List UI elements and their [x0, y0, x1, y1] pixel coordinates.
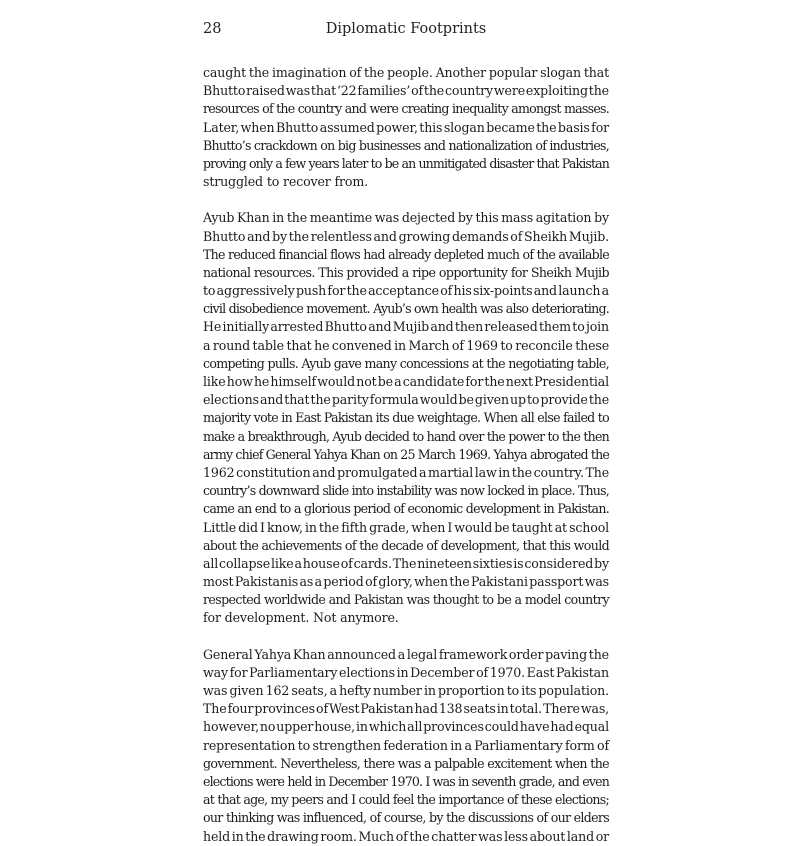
- text-line: national resources. This provided a ripe opportunity for Sheikh Mujib: [203, 264, 609, 280]
- page-number: 28: [203, 21, 222, 37]
- text-line: way for Parliamentary elections in December of 1970. East Pakistan: [203, 664, 609, 680]
- body-text: [203, 64, 609, 846]
- text-line: elections were held in December 1970. I was in seventh grade, and even: [203, 773, 609, 789]
- text-line: The four provinces of West Pakistan had 138 seats in total. There was,: [203, 701, 609, 717]
- text-line: a round table that he convened in March of 1969 to reconcile these: [203, 337, 609, 353]
- text-line: respected worldwide and Pakistan was thought to be a model country: [203, 592, 609, 608]
- text-line: Bhutto’s crackdown on big businesses and nationalization of industries,: [203, 137, 609, 153]
- text-line: all collapse like a house of cards. The nineteen sixties is considered by: [203, 555, 609, 571]
- text-line: for development. Not anymore.: [203, 610, 399, 626]
- text-line: Bhutto raised was that ‘22 families’ of the country were exploiting the: [203, 83, 609, 99]
- text-line: army chief General Yahya Khan on 25 March 1969. Yahya abrogated the: [203, 446, 609, 462]
- text-line: government. Nevertheless, there was a palpable excitement when the: [203, 755, 609, 771]
- text-line: our thinking was influenced, of course, by the discussions of our elders: [203, 810, 610, 826]
- text-line: make a breakthrough, Ayub decided to hand over the power to the then: [203, 428, 609, 444]
- text-line: The reduced financial flows had already depleted much of the available: [203, 246, 609, 262]
- text-line: Ayub Khan in the meantime was dejected by this mass agitation by: [203, 210, 609, 226]
- text-line: struggled to recover from.: [203, 174, 368, 190]
- paragraph-1: [203, 64, 609, 191]
- text-line: Bhutto and by the relentless and growing demands of Sheikh Mujib.: [203, 228, 609, 244]
- text-line: 1962 constitution and promulgated a martial law in the country. The: [203, 464, 609, 480]
- text-line: however, no upper house, in which all provinces could have had equal: [203, 719, 609, 735]
- text-line: at that age, my peers and I could feel the importance of these elections;: [203, 792, 609, 808]
- text-line: General Yahya Khan announced a legal framework order paving the: [203, 646, 609, 662]
- text-line: elections and that the parity formula would be given up to provide the: [203, 392, 609, 408]
- text-line: was given 162 seats, a hefty number in proportion to its population.: [203, 683, 609, 698]
- text-line: resources of the country and were creating inequality amongst masses.: [203, 101, 609, 117]
- text-line: Later, when Bhutto assumed power, this slogan became the basis for: [203, 119, 609, 135]
- paragraph-3: [203, 646, 609, 846]
- text-line: held in the drawing room. Much of the chatter was less about land or: [203, 828, 609, 844]
- text-line: He initially arrested Bhutto and Mujib and then released them to join: [203, 319, 609, 335]
- text-line: to aggressively push for the acceptance of his six-points and launch a: [203, 283, 609, 299]
- text-line: about the achievements of the decade of development, that this would: [203, 537, 609, 553]
- text-line: majority vote in East Pakistan its due weightage. When all else failed to: [203, 410, 609, 426]
- text-line: came an end to a glorious period of economic development in Pakistan.: [203, 501, 609, 517]
- text-line: like how he himself would not be a candidate for the next Presidential: [203, 374, 609, 389]
- text-line: proving only a few years later to be an unmitigated disaster that Pakistan: [203, 155, 609, 171]
- book-title: Diplomatic Footprints: [325, 21, 487, 37]
- running-head: [203, 21, 609, 45]
- text-line: country’s downward slide into instability was now locked in place. Thus,: [203, 483, 609, 499]
- text-line: civil disobedience movement. Ayub’s own health was also deteriorating.: [203, 301, 609, 317]
- text-line: representation to strengthen federation in a Parliamentary form of: [203, 737, 609, 753]
- paragraph-2: [203, 209, 609, 627]
- text-line: Little did I know, in the fifth grade, when I would be taught at school: [203, 519, 609, 535]
- text-line: competing pulls. Ayub gave many concessions at the negotiating table,: [203, 355, 609, 371]
- text-line: most Pakistanis as a period of glory, when the Pakistani passport was: [203, 574, 609, 590]
- text-line: caught the imagination of the people. Another popular slogan that: [203, 65, 609, 80]
